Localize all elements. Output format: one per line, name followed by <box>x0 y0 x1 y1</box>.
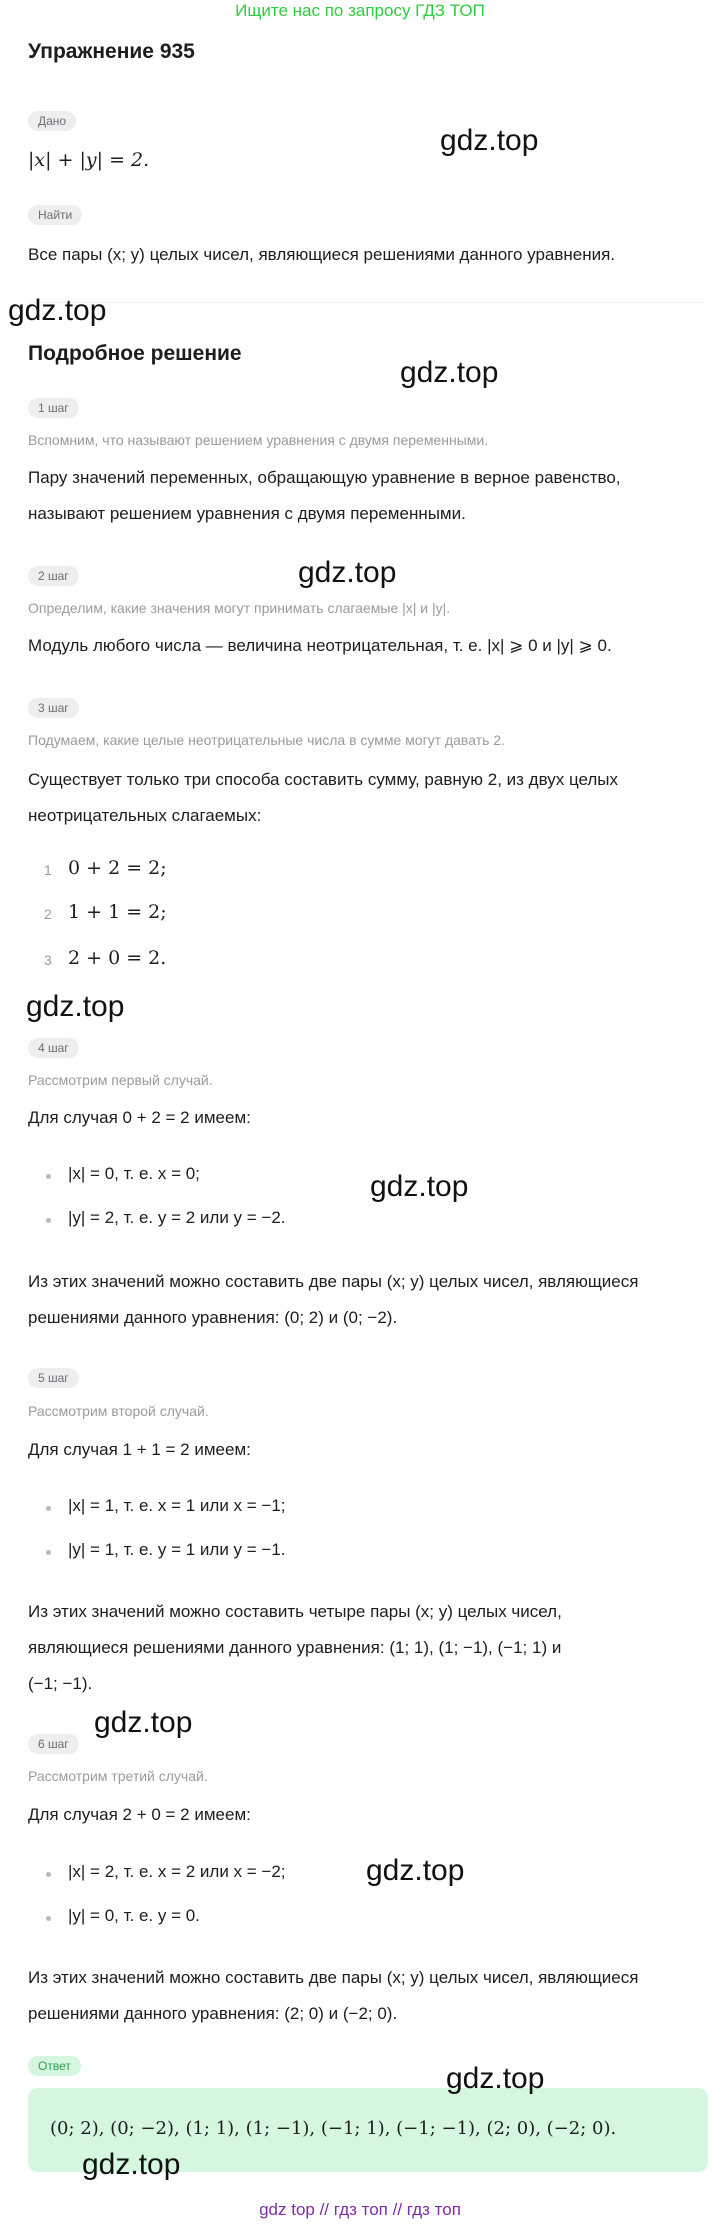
step-hint: Вспомним, что называют решением уравнения с двумя переменными. <box>28 432 489 448</box>
bullet-text: |x| = 0, т. е. x = 0; <box>68 1164 200 1183</box>
watermark: gdz.top <box>298 556 397 589</box>
given-badge <box>28 111 76 131</box>
step-label: 6 шаг <box>28 1734 79 1754</box>
watermark: gdz.top <box>82 2148 181 2181</box>
given-label: Дано <box>28 111 76 131</box>
step-hint: Рассмотрим первый случай. <box>28 1072 213 1088</box>
step-hint: Рассмотрим второй случай. <box>28 1403 209 1419</box>
bullet-dot <box>46 1506 51 1511</box>
bullet-text: |y| = 2, т. е. y = 2 или y = −2. <box>68 1208 286 1227</box>
bullet-text: |y| = 1, т. е. y = 1 или y = −1. <box>68 1540 286 1559</box>
bullet-text: |x| = 1, т. е. x = 1 или x = −1; <box>68 1496 286 1515</box>
case-intro: Для случая 0 + 2 = 2 имеем: <box>28 1108 251 1127</box>
answer-badge <box>28 2056 81 2076</box>
step-hint: Подумаем, какие целые неотрицательные числа в сумме могут давать 2. <box>28 732 505 748</box>
step-badge <box>28 1734 79 1754</box>
step-text: (−1; −1). <box>28 1674 93 1693</box>
find-badge <box>28 205 82 225</box>
step-text: решениями данного уравнения: (0; 2) и (0; −2). <box>28 1308 398 1327</box>
watermark: gdz.top <box>366 1854 465 1887</box>
step-hint: Определим, какие значения могут принимать слагаемые |x| и |y|. <box>28 600 451 616</box>
list-item: 0 + 2 = 2; <box>68 857 167 879</box>
case-intro: Для случая 2 + 0 = 2 имеем: <box>28 1805 251 1824</box>
watermark: gdz.top <box>26 990 125 1023</box>
list-item: 1 + 1 = 2; <box>68 901 167 923</box>
solution-title: Подробное решение <box>28 342 242 365</box>
watermark: gdz.top <box>370 1170 469 1203</box>
step-text: называют решением уравнения с двумя переменными. <box>28 504 466 523</box>
step-text: решениями данного уравнения: (2; 0) и (−2; 0). <box>28 2004 398 2023</box>
step-text: Из этих значений можно составить четыре пары (x; y) целых чисел, <box>28 1602 562 1621</box>
watermark: gdz.top <box>446 2062 545 2095</box>
footer-links[interactable]: gdz top // гдз топ // гдз топ <box>259 2200 461 2219</box>
step-text: Из этих значений можно составить две пары (x; y) целых чисел, являющиеся <box>28 1272 639 1291</box>
list-number: 1 <box>44 862 52 878</box>
step-label: 2 шаг <box>28 566 79 586</box>
answer-label: Ответ <box>28 2056 81 2076</box>
step-hint: Рассмотрим третий случай. <box>28 1768 208 1784</box>
given-equation: |x| + |y| = 2. <box>28 149 150 171</box>
step-text: Пару значений переменных, обращающую уравнение в верное равенство, <box>28 468 621 487</box>
bullet-dot <box>46 1916 51 1921</box>
step-text: Из этих значений можно составить две пары (x; y) целых чисел, являющиеся <box>28 1968 639 1987</box>
list-number: 3 <box>44 952 52 968</box>
step-label: 3 шаг <box>28 698 79 718</box>
divider <box>28 302 704 303</box>
find-label: Найти <box>28 205 82 225</box>
search-banner: Ищите нас по запросу ГДЗ ТОП <box>235 1 485 20</box>
bullet-dot <box>46 1872 51 1877</box>
bullet-dot <box>46 1218 51 1223</box>
watermark: gdz.top <box>94 1706 193 1739</box>
step-badge <box>28 398 79 418</box>
watermark: gdz.top <box>440 124 539 157</box>
list-number: 2 <box>44 906 52 922</box>
case-intro: Для случая 1 + 1 = 2 имеем: <box>28 1440 251 1459</box>
step-text: являющиеся решениями данного уравнения: (1; 1), (1; −1), (−1; 1) и <box>28 1638 562 1657</box>
watermark: gdz.top <box>400 356 499 389</box>
bullet-dot <box>46 1550 51 1555</box>
step-badge <box>28 566 79 586</box>
step-text: Существует только три способа составить сумму, равную 2, из двух целых <box>28 770 619 789</box>
step-text: неотрицательных слагаемых: <box>28 806 262 825</box>
step-label: 4 шаг <box>28 1038 79 1058</box>
bullet-text: |y| = 0, т. е. y = 0. <box>68 1906 200 1925</box>
step-badge <box>28 1368 79 1388</box>
list-item: 2 + 0 = 2. <box>68 947 167 969</box>
bullet-text: |x| = 2, т. е. x = 2 или x = −2; <box>68 1862 286 1881</box>
step-badge <box>28 1038 79 1058</box>
step-text: Модуль любого числа — величина неотрицательная, т. е. |x| ⩾ 0 и |y| ⩾ 0. <box>28 636 612 655</box>
page-title: Упражнение 935 <box>28 40 195 63</box>
step-label: 1 шаг <box>28 398 79 418</box>
step-label: 5 шаг <box>28 1368 79 1388</box>
bullet-dot <box>46 1174 51 1179</box>
step-badge <box>28 698 79 718</box>
watermark: gdz.top <box>8 294 107 327</box>
answer-text: (0; 2), (0; −2), (1; 1), (1; −1), (−1; 1), (−1; −1), (2; 0), (−2; 0). <box>50 2118 617 2139</box>
find-text: Все пары (x; y) целых чисел, являющиеся решениями данного уравнения. <box>28 245 616 264</box>
